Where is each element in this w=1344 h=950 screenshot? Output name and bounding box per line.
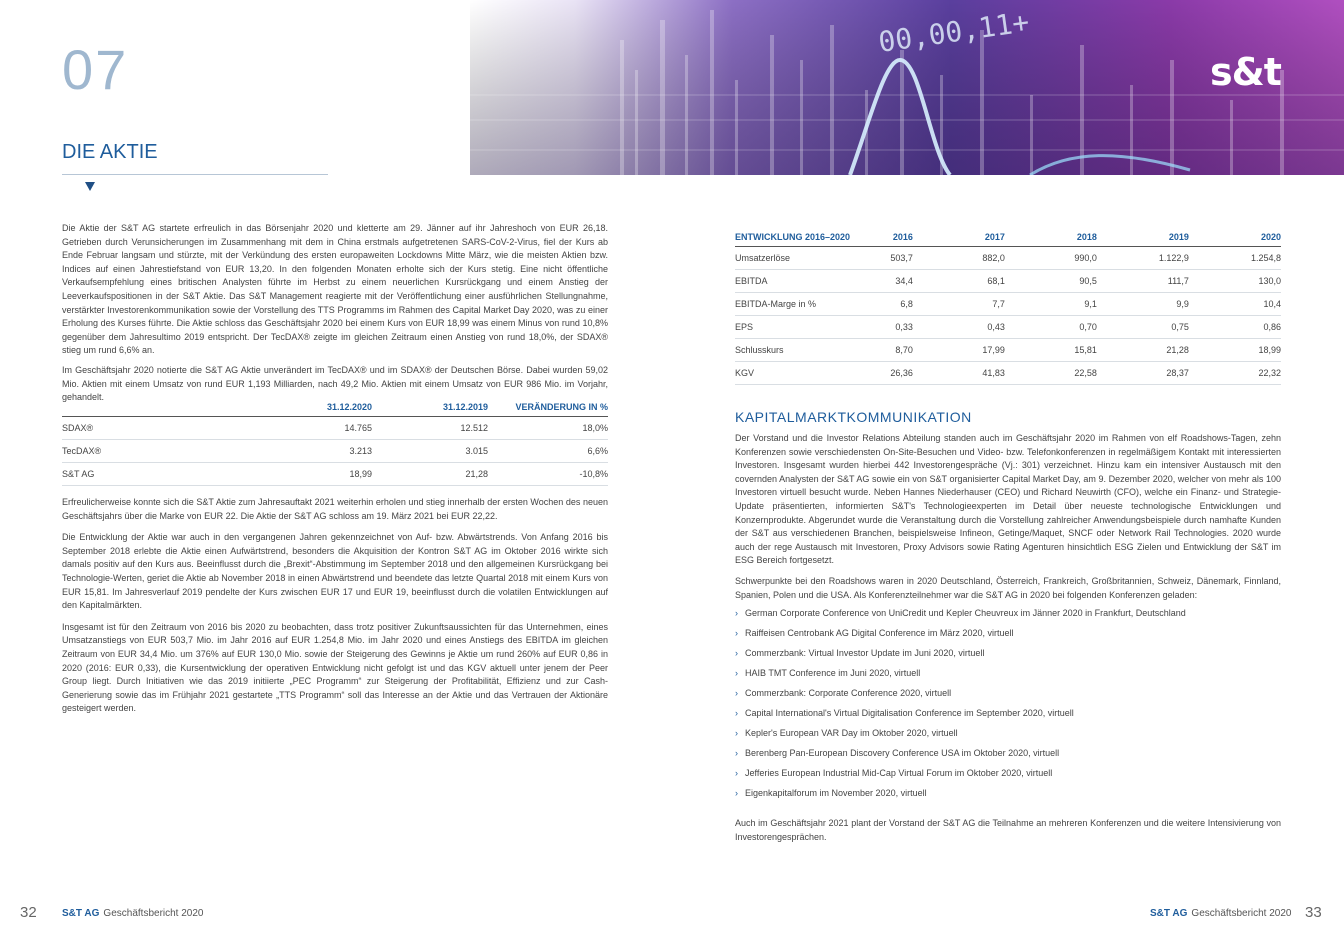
index-header-col: VERÄNDERUNG IN % <box>488 390 608 417</box>
left-body <box>62 496 608 716</box>
chevron-right-icon: › <box>735 748 738 758</box>
table-cell: 8,70 <box>856 339 913 362</box>
table-cell: 882,0 <box>913 247 1005 270</box>
table-cell: 1.122,9 <box>1097 247 1189 270</box>
table-row <box>62 463 608 486</box>
table-cell: 3.213 <box>232 440 372 463</box>
footer-report: Geschäftsbericht 2020 <box>103 908 204 919</box>
table-row <box>62 440 608 463</box>
table-cell: EBITDA <box>735 270 856 293</box>
table-cell: 9,9 <box>1097 293 1189 316</box>
list-item-label: Kepler's European VAR Day im Oktober 2020, virtuell <box>745 728 958 738</box>
table-cell: 6,8 <box>856 293 913 316</box>
table-row <box>735 247 1281 270</box>
triangle-down-icon <box>85 182 95 191</box>
conference-list <box>735 607 1281 807</box>
table-cell: EPS <box>735 316 856 339</box>
body-paragraph-5: Schwerpunkte bei den Roadshows waren in 2020 Deutschland, Österreich, Frankreich, Großbritannien, Schweiz, Dänemark, Finnland, Spanien, Polen und die USA. Als Konferenzteilnehmer war die S&T AG in 2020 bei folgenden Konferenzen geladen: <box>735 575 1281 600</box>
chevron-right-icon: › <box>735 668 738 678</box>
table-row <box>735 293 1281 316</box>
table-cell: TecDAX® <box>62 440 232 463</box>
table-cell: 6,6% <box>488 440 608 463</box>
table-cell: 90,5 <box>1005 270 1097 293</box>
footer-company: S&T AG <box>62 908 100 919</box>
chevron-right-icon: › <box>735 768 738 778</box>
table-cell: 14.765 <box>232 417 372 440</box>
table-cell: 0,43 <box>913 316 1005 339</box>
table-cell: 111,7 <box>1097 270 1189 293</box>
list-item <box>735 607 1281 627</box>
table-cell: 22,32 <box>1189 362 1281 385</box>
intro-paragraph-2: Im Geschäftsjahr 2020 notierte die S&T AG Aktie unverändert im TecDAX® und im SDAX® der Deutschen Börse. Dabei wurden 59,02 Mio. Aktien mit einem Umsatz von rund EUR 1,193 Milliarden, nach 49,2 Mio. Aktien mit einem Umsatz von EUR 986 Mio. im Vorjahr, gehandelt. <box>62 364 608 403</box>
index-table <box>62 390 608 486</box>
table-row <box>735 362 1281 385</box>
list-item <box>735 687 1281 707</box>
list-item-label: Berenberg Pan-European Discovery Conference USA im Oktober 2020, virtuell <box>745 748 1060 758</box>
chevron-right-icon: › <box>735 628 738 638</box>
index-table-header <box>62 390 608 417</box>
table-cell: S&T AG <box>62 463 232 486</box>
table-cell: 28,37 <box>1097 362 1189 385</box>
chapter-title: DIE AKTIE <box>62 141 158 163</box>
table-row <box>735 316 1281 339</box>
list-item <box>735 787 1281 807</box>
body-paragraph-1: Erfreulicherweise konnte sich die S&T Aktie zum Jahresauftakt 2021 weiterhin erholen und stieg innerhalb der ersten Wochen des neuen Geschäftsjahrs über die Marke von EUR 22. Die Aktie der S&T AG schloss am 19. März 2021 bei EUR 22,22. <box>62 497 608 521</box>
table-cell: 1.254,8 <box>1189 247 1281 270</box>
conference-list-wrap <box>735 607 1281 807</box>
index-header-col: 31.12.2020 <box>232 390 372 417</box>
table-cell: 0,86 <box>1189 316 1281 339</box>
table-cell: -10,8% <box>488 463 608 486</box>
list-item-label: German Corporate Conference von UniCredit und Kepler Cheuvreux im Jänner 2020 in Frankfurt, Deutschland <box>745 608 1186 618</box>
table-cell: 0,75 <box>1097 316 1189 339</box>
table-cell: 503,7 <box>856 247 913 270</box>
intro-paragraph-1: Die Aktie der S&T AG startete erfreulich in das Börsenjahr 2020 und kletterte am 29. Jänner auf ihr Jahreshoch von EUR 26,18. Getrieben durch Verunsicherungen im Zusammenhang mit dem in China erstmals aufgetretenen SARS-CoV-2-Virus, fiel der Kurs ab Ende Februar langsam und stürzte, mit der Verkündung des ersten europaweiten Lockdowns Mitte März, wie die meisten Aktien bzw. Indices auf einen Jahrestiefstand von EUR 13,20. In den folgenden Monaten erholte sich der Kurs stetig. Eine nicht öffentliche Verkaufsempfehlung eines britischen Analysten führte im Herbst zu einem neuerlichen Kursrückgang und einem Anstieg der Leeverkaufspositionen in der S&T Aktie. Das S&T Management reagierte mit der Veröffentlichung einer ausführlichen Stellungnahme, verstärkter Investorenkommunikation sowie der Vorstellung des TTS Programms im Rahmen des Capital Market Day 2020, was zu einer Erholung des Kurses führte. Die Aktie schloss das Geschäftsjahr 2020 bei einem Kurs von EUR 18,99 was einem Minus von rund 10,8% gegenüber dem Jahresultimo 2019 entspricht. Der TecDAX® zeigte im gleichen Zeitraum einen Anstieg von rund 18,0%, der SDAX® stieg um rund 6,6% an. <box>62 223 608 356</box>
footer-report: Geschäftsbericht 2020 <box>1191 908 1292 919</box>
body-paragraph-2: Die Entwicklung der Aktie war auch in den vergangenen Jahren gekennzeichnet von Auf- bzw. Abwärtstrends. Von Anfang 2016 bis September 2018 erlebte die Aktie einen Aufwärtstrend, besonders die Akquisition der Kontron S&T AG im Oktober 2016 wirkte sich damals positiv auf den Kurs aus. Beeinflusst durch die „Brexit“-Abstimmung im September 2018 und den allgemeinen Kursrückgang bei Technologie-Werten, geriet die Aktie ab November 2018 in einen Abwärtstrend und beendete das letzte Quartal 2018 mit einem Kurs von EUR 15,81. Im Jahresverlauf 2019 pendelte der Kurs zwischen EUR 17 und EUR 19, beeinflusst durch die volatilen Entwicklungen auf den Kapitalmärkten. <box>62 532 608 611</box>
footer-company: S&T AG <box>1150 908 1188 919</box>
dev-header-year: 2019 <box>1097 220 1189 247</box>
banner-number-text: 00,00,11+ <box>876 5 1032 59</box>
table-cell: 34,4 <box>856 270 913 293</box>
table-cell: 12.512 <box>372 417 488 440</box>
table-cell: 21,28 <box>1097 339 1189 362</box>
company-logo: s&t <box>1210 50 1281 94</box>
table-cell: 41,83 <box>913 362 1005 385</box>
dev-header-year: 2016 <box>856 220 913 247</box>
table-cell: SDAX® <box>62 417 232 440</box>
body-paragraph-4: Der Vorstand und die Investor Relations Abteilung standen auch im Geschäftsjahr 2020 im Rahmen von elf Roadshows-Tagen, zehn Konferenzen sowie verschiedensten On-Site-Besuchen und Video- bzw. Telefonkonferenzen in regelmäßigem Kontakt mit interessierten Investoren. Insgesamt wurden hierbei 442 Investorengespräche (Vj.: 301) verzeichnet. Hinzu kam ein intensiver Austausch mit den covernden Analysten der S&T AG sowie ein von S&T organisierter Capital Market Day, am 9. Dezember 2020, welcher von mehr als 100 Investoren virtuell besucht wurde. Neben Hannes Niederhauser (CEO) und Richard Neuwirth (CFO), welche ein Finanz- und Strategie-Update präsentierten, informierten S&T's Technologieexperten im Detail über neueste technologische Entwicklungen und Konzernprodukte. Abgerundet wurde die Veranstaltung durch die Vorstellung zahlreicher Anwendungsbeispiele durch namhafte Kunden der S&T aus verschiedenen Branchen, beispielsweise Infineon, Getinge/Maquet, SNCF oder Network Rail Technologies. 2020 wurde auch der rege Austausch mit Investoren, Proxy Advisors sowie Rating Agenturen hinsichtlich ESG Zielen und Entwicklung der S&T im ESG Bereich fortgesetzt. <box>735 433 1281 566</box>
index-header-label <box>62 390 232 417</box>
chevron-right-icon: › <box>735 708 738 718</box>
closing-paragraph-wrap <box>735 817 1281 844</box>
list-item-label: Capital International's Virtual Digitalisation Conference im September 2020, virtuell <box>745 708 1074 718</box>
chevron-right-icon: › <box>735 728 738 738</box>
table-cell: 3.015 <box>372 440 488 463</box>
development-table <box>735 220 1281 385</box>
right-body <box>735 432 1281 602</box>
list-item <box>735 767 1281 787</box>
footer-right <box>1150 907 1291 921</box>
left-intro <box>62 222 608 405</box>
table-cell: 990,0 <box>1005 247 1097 270</box>
table-cell: 9,1 <box>1005 293 1097 316</box>
table-cell: 15,81 <box>1005 339 1097 362</box>
index-table-wrap <box>62 390 608 486</box>
list-item-label: Raiffeisen Centrobank AG Digital Conference im März 2020, virtuell <box>745 628 1014 638</box>
table-cell: 7,7 <box>913 293 1005 316</box>
table-row <box>62 417 608 440</box>
table-cell: 21,28 <box>372 463 488 486</box>
page-number-left: 32 <box>20 904 37 921</box>
table-cell: 26,36 <box>856 362 913 385</box>
table-cell: Umsatzerlöse <box>735 247 856 270</box>
page-number-right: 33 <box>1305 904 1322 921</box>
list-item <box>735 747 1281 767</box>
list-item-label: Jefferies European Industrial Mid-Cap Virtual Forum im Oktober 2020, virtuell <box>745 768 1053 778</box>
footer-left <box>62 907 203 921</box>
dev-header-label: ENTWICKLUNG 2016–2020 <box>735 220 856 247</box>
table-cell: Schlusskurs <box>735 339 856 362</box>
table-cell: 0,70 <box>1005 316 1097 339</box>
table-row <box>735 270 1281 293</box>
dev-table-header <box>735 220 1281 247</box>
chevron-right-icon: › <box>735 608 738 618</box>
list-item-label: Commerzbank: Virtual Investor Update im Juni 2020, virtuell <box>745 648 985 658</box>
list-item-label: HAIB TMT Conference im Juni 2020, virtuell <box>745 668 921 678</box>
table-cell: KGV <box>735 362 856 385</box>
section-title: KAPITALMARKTKOMMUNIKATION <box>735 409 972 425</box>
dev-table-wrap <box>735 220 1281 385</box>
table-cell: 18,99 <box>232 463 372 486</box>
list-item <box>735 667 1281 687</box>
list-item-label: Eigenkapitalforum im November 2020, virtuell <box>745 788 927 798</box>
index-header-col: 31.12.2019 <box>372 390 488 417</box>
title-divider <box>62 174 328 175</box>
table-row <box>735 339 1281 362</box>
list-item <box>735 707 1281 727</box>
chevron-right-icon: › <box>735 788 738 798</box>
chevron-right-icon: › <box>735 648 738 658</box>
table-cell: 18,99 <box>1189 339 1281 362</box>
table-cell: EBITDA-Marge in % <box>735 293 856 316</box>
table-cell: 17,99 <box>913 339 1005 362</box>
chevron-right-icon: › <box>735 688 738 698</box>
dev-header-year: 2020 <box>1189 220 1281 247</box>
chapter-number: 07 <box>62 38 129 101</box>
table-cell: 18,0% <box>488 417 608 440</box>
table-cell: 10,4 <box>1189 293 1281 316</box>
list-item <box>735 627 1281 647</box>
dev-header-year: 2017 <box>913 220 1005 247</box>
list-item-label: Commerzbank: Corporate Conference 2020, virtuell <box>745 688 952 698</box>
table-cell: 0,33 <box>856 316 913 339</box>
body-paragraph-3: Insgesamt ist für den Zeitraum von 2016 bis 2020 zu beobachten, dass trotz positiver Zukunftsaussichten für das Unternehmen, eines Umsatzanstiegs von EUR 503,7 Mio. im Jahr 2016 auf EUR 1.254,8 Mio. im Jahr 2020 und eines Anstiegs des EBITDA im gleichen Zeitraum von EUR 34,4 Mio. um 376% auf EUR 130,0 Mio. sowie der Steigerung des Gewinns je Aktie um rund 260% auf EUR 0,86 in 2020 (2016: EUR 0,33), die Kursentwicklung der operativen Entwicklung nicht gefolgt ist und das KGV aktuell unter jenem der Peer Group liegt. Durch Initiativen wie das 2019 initiierte „PEC Programm“ zur Steigerung der Profitabilität, Effizienz und zur Cash-Generierung sowie das im Frühjahr 2021 gestartete „TTS Programm“ soll das Interesse an der Aktie und das Vertrauen der Aktionäre gesteigert werden. <box>62 621 608 714</box>
list-item <box>735 647 1281 667</box>
table-cell: 130,0 <box>1189 270 1281 293</box>
table-cell: 68,1 <box>913 270 1005 293</box>
list-item <box>735 727 1281 747</box>
table-cell: 22,58 <box>1005 362 1097 385</box>
dev-header-year: 2018 <box>1005 220 1097 247</box>
body-paragraph-6: Auch im Geschäftsjahr 2021 plant der Vorstand der S&T AG die Teilnahme an mehreren Konferenzen und die weitere Intensivierung von Investorengesprächen. <box>735 818 1281 842</box>
